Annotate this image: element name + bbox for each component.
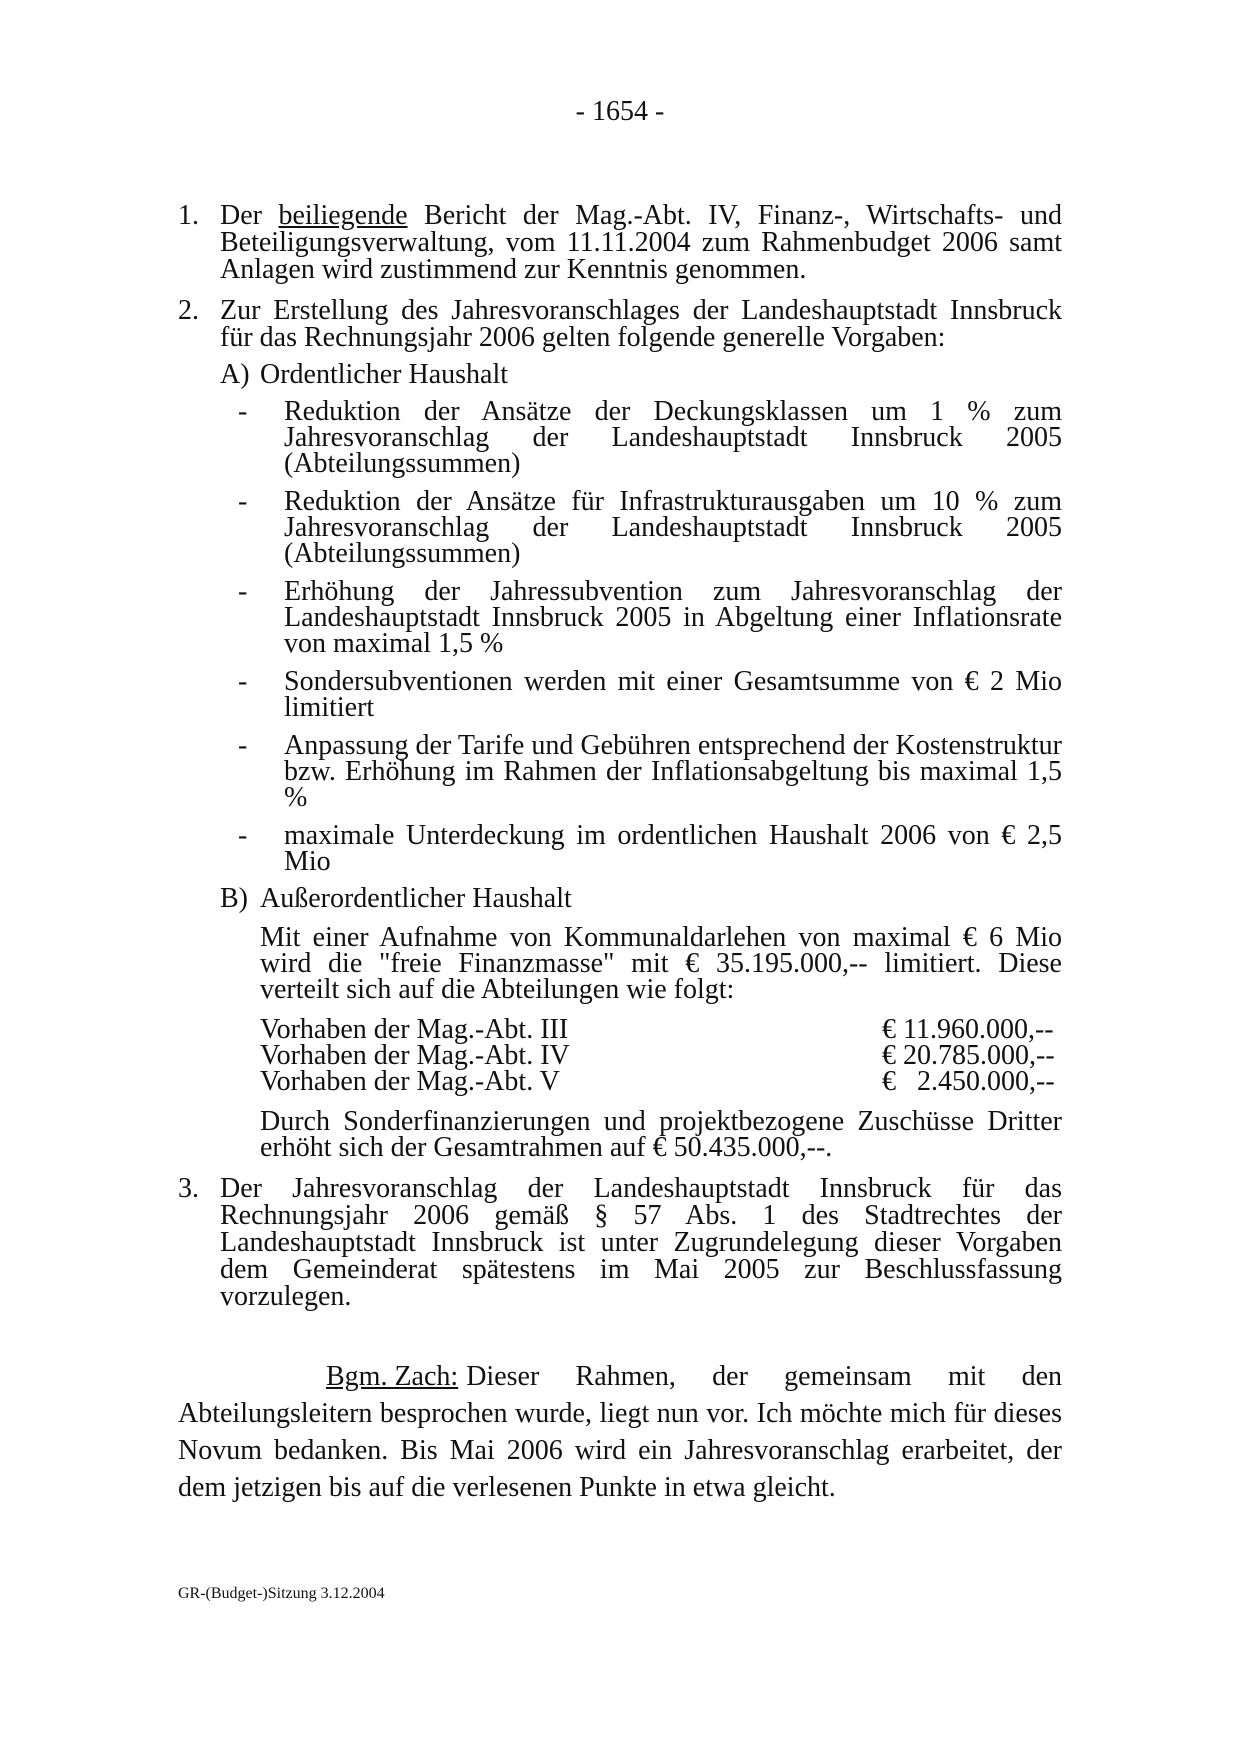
item-text: Der beiliegende Bericht der Mag.-Abt. IV, Finanz-, Wirtschafts- und Beteiligungsverwaltung, vom 11.11.2004 zum Rahmenbudget 2006 samt Anlagen wird zustimmend zur Kenntnis genommen. xyxy=(220,200,1062,285)
speech-paragraph xyxy=(178,1358,1062,1506)
resolution-list xyxy=(178,202,1062,1310)
list-item: - Reduktion der Ansätze für Infrastrukturausgaben um 10 % zum Jahresvoranschlag der Landeshauptstadt Innsbruck 2005 (Abteilungssummen) xyxy=(238,486,1062,569)
section-b-intro: Mit einer Aufnahme von Kommunaldarlehen von maximal € 6 Mio wird die "freie Finanzmasse" mit € 35.195.000,-- limitiert. Diese verteilt sich auf die Abteilungen wie folgt: xyxy=(260,922,1062,1005)
row-amount: € 20.785.000,-- xyxy=(882,1040,1055,1071)
section-a-heading xyxy=(220,361,1062,389)
underlined-word: beiliegende xyxy=(278,200,408,231)
list-item: - Anpassung der Tarife und Gebühren entsprechend der Kostenstruktur bzw. Erhöhung im Rahmen der Inflationsabgeltung bis maximal 1,5 % xyxy=(238,730,1062,813)
speaker-name: Bgm. Zach: xyxy=(326,1361,459,1392)
section-label: B) xyxy=(220,883,248,914)
list-item: - Reduktion der Ansätze der Deckungsklassen um 1 % zum Jahresvoranschlag der Landeshauptstadt Innsbruck 2005 (Abteilungssummen) xyxy=(238,396,1062,479)
item-text: Der Jahresvoranschlag der Landeshauptstadt Innsbruck für das Rechnungsjahr 2006 gemäß § 57 Abs. 1 des Stadtrechtes der Landeshauptstadt Innsbruck ist unter Zugrundelegung dieser Vorgaben dem Gemeinderat spätestens im Mai 2005 zur Beschlussfassung vorzulegen. xyxy=(220,1173,1062,1312)
department-amounts-table xyxy=(260,1014,1062,1097)
item-number: 1. xyxy=(178,200,199,231)
section-b-heading xyxy=(220,885,1062,913)
list-item: - Erhöhung der Jahressubvention zum Jahresvoranschlag der Landeshauptstadt Innsbruck 2005 in Abgeltung einer Inflationsrate von maximal 1,5 % xyxy=(238,576,1062,659)
section-title: Ordentlicher Haushalt xyxy=(260,359,509,390)
resolution-item-1 xyxy=(178,202,1062,283)
row-label: Vorhaben der Mag.-Abt. III xyxy=(260,1014,569,1045)
section-b-body xyxy=(220,922,1062,1163)
row-amount: € 11.960.000,-- xyxy=(882,1014,1054,1045)
page-number: - 1654 - xyxy=(575,96,665,127)
row-label: Vorhaben der Mag.-Abt. V xyxy=(260,1066,560,1097)
speech-text: Dieser Rahmen, der gemeinsam mit den Abteilungsleitern besprochen wurde, liegt nun vor. Ich möchte mich für dieses Novum bedanken. Bis Mai 2006 wird ein Jahresvoranschlag erarbeitet, der dem jetzigen bis auf die verlesenen Punkte in etwa gleicht. xyxy=(178,1361,1062,1503)
footer-session-label: GR-(Budget-)Sitzung 3.12.2004 xyxy=(178,1585,385,1602)
section-label: A) xyxy=(220,359,250,390)
item-text: Zur Erstellung des Jahresvoranschlages der Landeshauptstadt Innsbruck für das Rechnungsjahr 2006 gelten folgende generelle Vorgaben: xyxy=(220,295,1062,353)
row-amount: € 2.450.000,-- xyxy=(882,1066,1055,1097)
row-label: Vorhaben der Mag.-Abt. IV xyxy=(260,1040,570,1071)
section-b-note: Durch Sonderfinanzierungen und projektbezogene Zuschüsse Dritter erhöht sich der Gesamtrahmen auf € 50.435.000,--. xyxy=(260,1106,1062,1163)
section-title: Außerordentlicher Haushalt xyxy=(260,883,572,914)
resolution-item-2 xyxy=(178,297,1062,1161)
resolution-item-3 xyxy=(178,1175,1062,1310)
item-number: 2. xyxy=(178,295,199,326)
section-a-bullets xyxy=(220,396,1062,877)
table-row xyxy=(260,1069,1062,1095)
list-item: - maximale Unterdeckung im ordentlichen Haushalt 2006 von € 2,5 Mio xyxy=(238,820,1062,877)
item-number: 3. xyxy=(178,1173,199,1204)
list-item: - Sondersubventionen werden mit einer Gesamtsumme von € 2 Mio limitiert xyxy=(238,666,1062,723)
